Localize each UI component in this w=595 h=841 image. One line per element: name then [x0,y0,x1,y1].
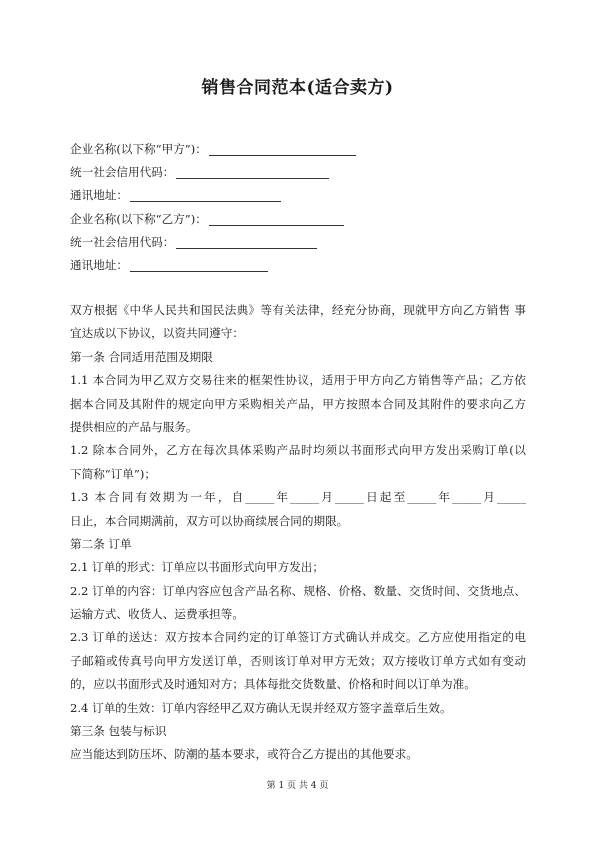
clause-line: 1.2 除本合同外，乙方在每次具体采购产品时均须以书面形式向甲方发出采购订单(以 [70,443,526,458]
article-heading: 第三条 包装与标识 [70,724,167,739]
party-b-name-label: 企业名称(以下称“乙方”)： [70,211,207,226]
party-a-name-label: 企业名称(以下称“甲方”)： [70,142,207,156]
clause-line: 运输方式、收货人、运费承担等。 [70,607,244,622]
party-b-address-blank [130,258,268,272]
article-heading: 第二条 订单 [70,536,132,551]
page-number-footer: 第 1 页 共 4 页 [266,781,329,791]
clause-line: 2.1 订单的形式：订单应以书面形式向甲方发出； [70,560,324,575]
party-a-credit-code-label: 统一社会信用代码： [70,165,175,180]
party-a-address-label: 通讯地址： [70,188,128,203]
contract-body [70,299,526,767]
party-info-block [70,138,526,277]
document-title: 销售合同范本(适合卖方) [201,78,394,98]
party-a-address-field [70,184,526,207]
clause-line: 2.4 订单的生效：订单内容经甲乙双方确认无误并经双方签字盖章后生效。 [70,700,452,715]
party-a-address-blank [130,188,281,202]
clause-line: 2.3 订单的送达：双方按本合同约定的订单签订方式确认并成交。乙方应使用指定的电 [70,630,526,645]
party-b-name-field [70,208,526,231]
clause-line: 提供相应的产品与服务。 [70,419,198,434]
party-b-address-label: 通讯地址： [70,257,128,272]
party-b-name-blank [209,212,344,226]
party-a-credit-code-blank [176,165,329,179]
party-b-address-field [70,254,526,277]
party-b-credit-code-label: 统一社会信用代码： [70,234,175,249]
preamble-line: 双方根据《中华人民共和国民法典》等有关法律，经充分协商，现就甲方向乙方销售 事 [70,303,526,317]
clause-line: 应当能达到防压坏、防潮的基本要求，或符合乙方提出的其他要求。 [70,747,418,762]
party-b-credit-code-field [70,231,526,254]
clause-line: 的，应以书面形式及时通知对方；具体每批交货数量、价格和时间以订单为准。 [70,677,476,692]
clause-line: 2.2 订单的内容：订单内容应包含产品名称、规格、价格、数量、交货时间、交货地点、 [70,583,526,598]
clause-line: 1.1 本合同为甲乙双方交易往来的框架性协议，适用于甲方向乙方销售等产品；乙方依 [70,373,526,388]
article-heading: 第一条 合同适用范围及期限 [70,349,213,364]
party-a-name-field [70,138,526,161]
clause-line: 下简称“订单”)； [70,466,156,481]
clause-line: 据本合同及其附件的规定向甲方采购相关产品，甲方按照本合同及其附件的要求向乙方 [70,396,526,411]
clause-line: 子邮箱或传真号向甲方发送订单，否则该订单对甲方无效；双方接收订单方式如有变动 [70,653,526,668]
clause-line: 日止，本合同期满前，双方可以协商续展合同的期限。 [70,513,349,528]
clause-line: 1.3 本合同有效期为一年，自_____年_____月_____日起至_____年_____月_____ [70,490,526,505]
party-a-name-blank [209,142,356,156]
preamble-line: 宜达成以下协议，以资共同遵守： [70,326,244,341]
party-b-credit-code-blank [176,235,317,249]
party-a-credit-code-field [70,161,526,184]
